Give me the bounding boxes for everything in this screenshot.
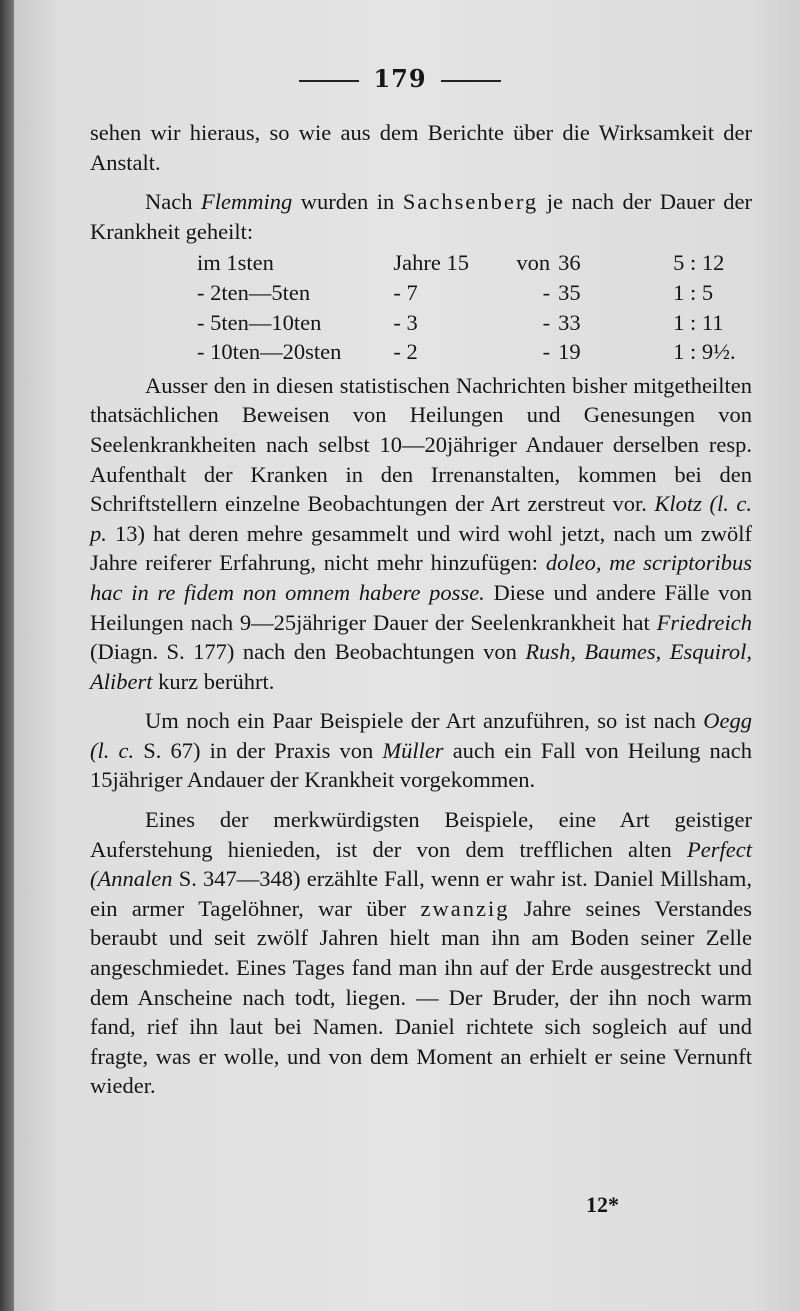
- cell-period: - 10ten—20sten: [197, 339, 342, 365]
- paragraph-2: [90, 187, 752, 246]
- cell-unit: - 2: [393, 339, 418, 365]
- para2-text-b: wurden in: [292, 189, 403, 215]
- paragraph-3: [90, 371, 752, 697]
- cell-word: -: [542, 339, 551, 365]
- cell-ratio: 5 : 12: [673, 250, 725, 276]
- para3-text-a: Ausser den in diesen statistischen Nachrichten bisher mitgetheilten thatsächlichen Beweisen von Heilungen und Genesungen von Seelenkrankheiten nach selbst 10—20jähriger Andauer derselben resp. Aufenthalt der Kranken in den Irrenanstalten, kommen bei den Schriftstellern einzelne Beobachtungen der Art zerstreut vor.: [90, 372, 752, 517]
- table-row: [90, 278, 752, 308]
- ref-klotz: Klotz (l. c. p.: [90, 491, 752, 546]
- paragraph-1: sehen wir hieraus, so wie aus dem Berichte über die Wirksamkeit der Anstalt.: [90, 120, 752, 175]
- para3-text-c: Diese und andere Fälle von Heilungen nach 9—25jähriger Dauer der Seelenkrankheit hat: [90, 579, 752, 635]
- cell-unit: - 7: [393, 279, 418, 305]
- cell-period: - 5ten—10ten: [197, 309, 322, 335]
- ref-authors: Rush, Baumes, Esquirol, Alibert: [90, 639, 752, 694]
- cell-word: -: [542, 309, 551, 335]
- healing-statistics-table: [90, 248, 752, 366]
- paragraph-5: [90, 805, 752, 1101]
- cell-ratio: 1 : 9½.: [673, 339, 736, 365]
- cell-period: - 2ten—5ten: [197, 279, 311, 305]
- cell-ratio: 1 : 11: [673, 309, 724, 335]
- para4-text-c: auch ein Fall von Heilung nach 15jähriger Andauer der Krankheit vorgekommen.: [90, 737, 752, 793]
- ref-oegg: Oegg (l. c.: [90, 708, 752, 763]
- signature-mark: 12*: [586, 1192, 619, 1217]
- spaced-word-zwanzig: zwanzig: [420, 895, 510, 921]
- cell-total: 35: [558, 279, 581, 305]
- para5-text-c: Jahre seines Verstandes beraubt und seit zwölf Jahren hielt man ihn am Boden seiner Zelle angeschmiedet. Eines Tages fand man ihn auf der Erde ausgestreckt und dem Anscheine nach todt, liegen. — Der Bruder, der ihn noch warm fand, rief ihn laut bei Namen. Daniel richtete sich sogleich auf und fragte, was er wolle, und von dem Moment an erhielt er seine Vernunft wieder.: [90, 895, 752, 1099]
- cell-word: -: [542, 279, 551, 305]
- cell-word: von: [516, 250, 551, 276]
- para3-text-d: (Diagn. S. 177) nach den Beobachtungen von: [90, 639, 526, 665]
- header-rule-left: [299, 80, 359, 82]
- para2-text-c: je nach der Dauer der Krankheit geheilt:: [90, 189, 752, 244]
- page-number: 179: [373, 64, 427, 93]
- cell-unit: Jahre 15: [393, 250, 469, 276]
- table-row: [90, 337, 752, 367]
- ref-friedreich: Friedreich: [656, 609, 752, 635]
- cell-ratio: 1 : 5: [673, 279, 714, 305]
- header-rule-right: [441, 80, 501, 82]
- para4-text-a: Um noch ein Paar Beispiele der Art anzuführen, so ist nach: [145, 708, 704, 734]
- ref-mueller: Müller: [382, 737, 444, 763]
- para2-text-a: Nach: [145, 189, 202, 215]
- page-header: [0, 64, 800, 93]
- table-row: [90, 248, 752, 278]
- table-row: [90, 308, 752, 338]
- paragraph-4: [90, 706, 752, 795]
- cell-period: im 1sten: [197, 250, 274, 276]
- ref-perfect: Perfect (Annalen: [90, 836, 752, 892]
- cell-unit: - 3: [393, 309, 418, 335]
- page-body: [90, 118, 752, 1101]
- latin-quote: doleo, me scriptoribus hac in re fidem non omnem habere posse.: [90, 550, 752, 605]
- cell-total: 33: [558, 309, 581, 335]
- para5-text-a: Eines der merkwürdigsten Beispiele, eine Art geistiger Auferstehung hienieden, ist der von dem trefflichen alten: [90, 807, 752, 862]
- cell-total: 19: [558, 339, 581, 365]
- para4-text-b: S. 67) in der Praxis von: [134, 737, 383, 763]
- para5-text-b: S. 347—348) erzählte Fall, wenn er wahr ist. Daniel Millsham, ein armer Tagelöhner, war über: [90, 866, 752, 921]
- para3-text-e: kurz berührt.: [152, 668, 275, 694]
- author-flemming: Flemming: [201, 189, 293, 215]
- book-spine-shadow: [0, 0, 14, 1311]
- cell-total: 36: [558, 250, 581, 276]
- place-sachsenberg: Sachsenberg: [402, 189, 539, 215]
- para3-text-b: 13) hat deren mehre gesammelt und wird wohl jetzt, nach um zwölf Jahre reiferer Erfahrung, nicht mehr hinzufügen:: [90, 520, 752, 576]
